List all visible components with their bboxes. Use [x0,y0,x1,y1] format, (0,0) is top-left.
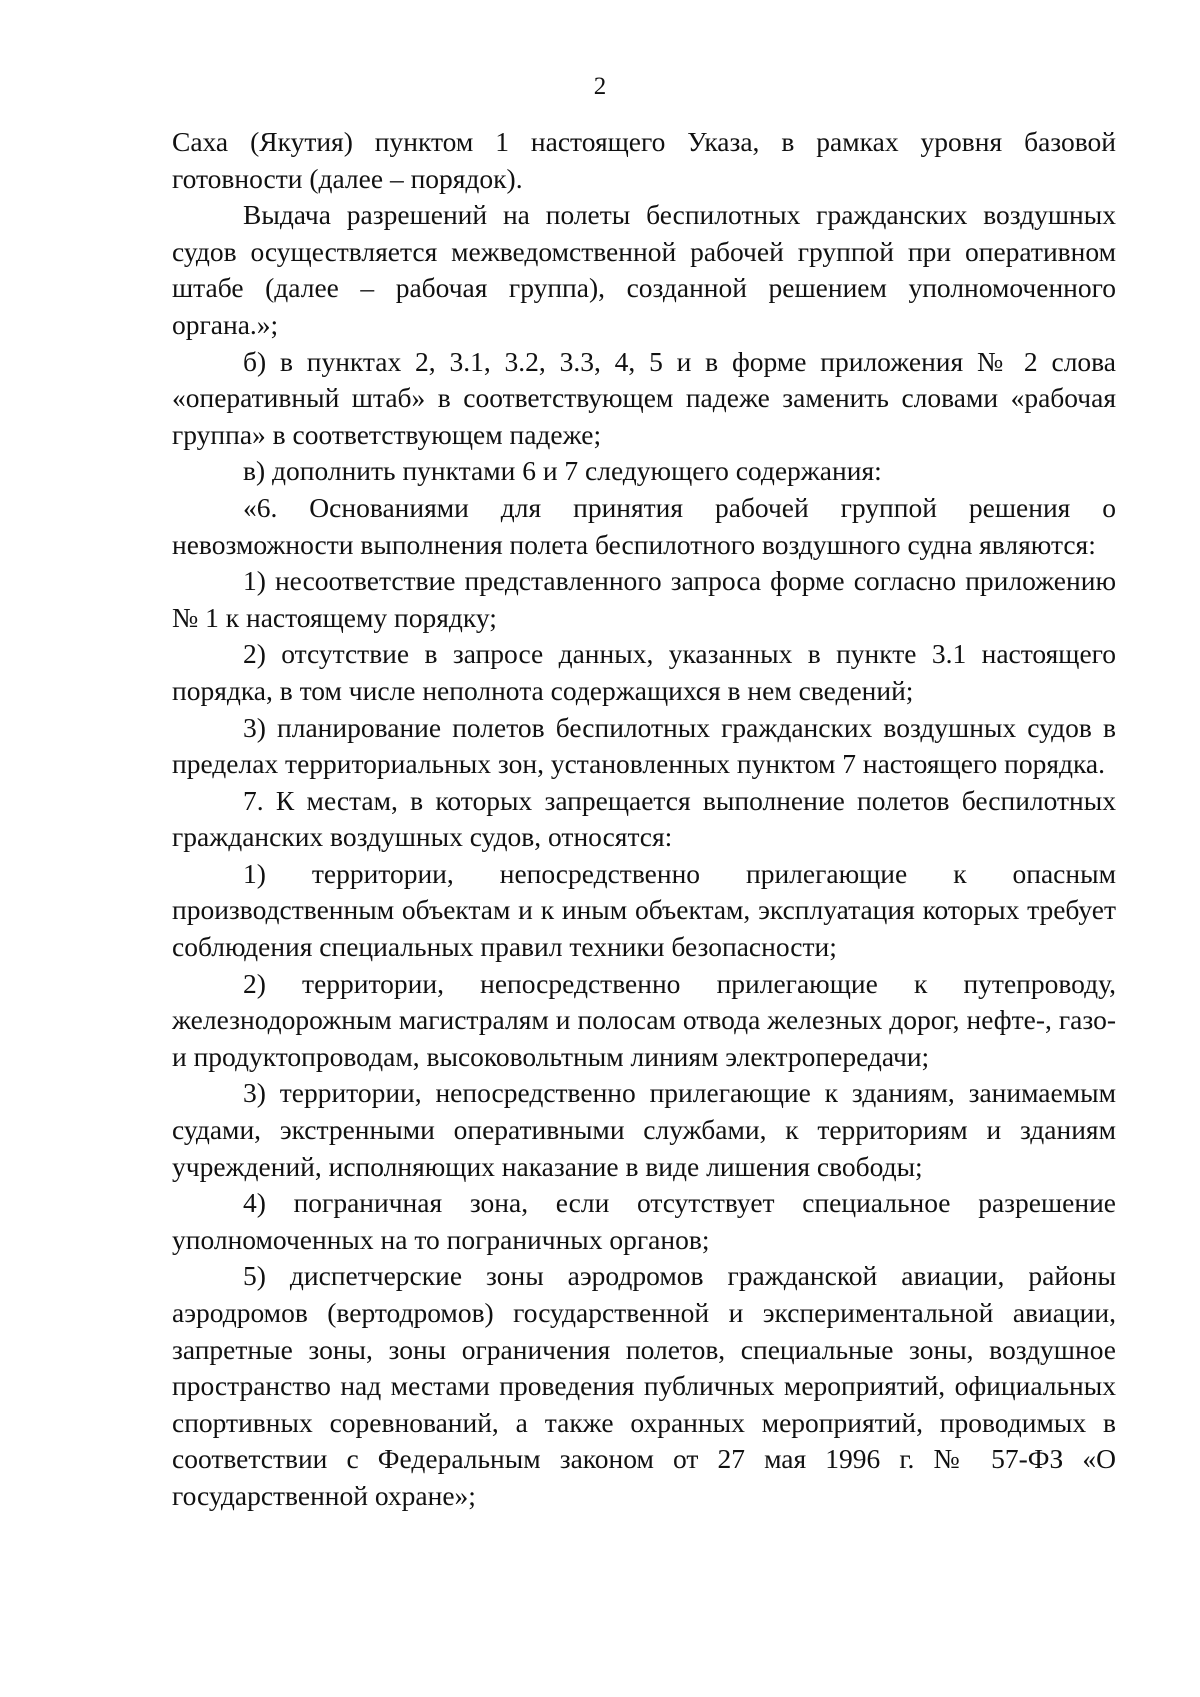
paragraph: в) дополнить пунктами 6 и 7 следующего содержания: [243,455,882,487]
list-item: 4) пограничная зона, если отсутствует специальное разрешение уполномоченных на то пограничных органов; [172,1187,1116,1255]
list-item: 2) отсутствие в запросе данных, указанных в пункте 3.1 настоящего порядка, в том числе неполнота содержащихся в нем сведений; [172,638,1116,706]
document-body [172,124,1116,1515]
page-number: 2 [593,73,607,100]
list-item: 5) диспетчерские зоны аэродромов гражданской авиации, районы аэродромов (вертодромов) государственной и экспериментальной авиации, запретные зоны, зоны ограничения полетов, специальные зоны, воздушное пространство над местами проведения публичных мероприятий, официальных спортивных соревнований, а также охранных мероприятий, проводимых в соответствии с Федеральным законом от 27 мая 1996 г. № 57-ФЗ «О государственной охране»; [172,1260,1116,1511]
list-item: 2) территории, непосредственно прилегающие к путепроводу, железнодорожным магистралям и полосам отвода железных дорог, нефте-, газо- и продуктопроводам, высоковольтным линиям электропередачи; [172,967,1116,1072]
paragraph: б) в пунктах 2, 3.1, 3.2, 3.3, 4, 5 и в форме приложения № 2 слова «оперативный штаб» в соответствующем падеже заменить словами «рабочая группа» в соответствующем падеже; [172,345,1116,450]
list-item: 3) территории, непосредственно прилегающие к зданиям, занимаемым судами, экстренными оперативными службами, к территориям и зданиям учреждений, исполняющих наказание в виде лишения свободы; [172,1077,1116,1182]
list-item: 1) территории, непосредственно прилегающие к опасным производственным объектам и к иным объектам, эксплуатация которых требует соблюдения специальных правил техники безопасности; [172,857,1116,963]
paragraph: Выдача разрешений на полеты беспилотных гражданских воздушных судов осуществляется межведомственной рабочей группой при оперативном штабе (далее – рабочая группа), созданной решением уполномоченного органа.»; [172,199,1116,340]
paragraph: 7. К местам, в которых запрещается выполнение полетов беспилотных гражданских воздушных судов, относятся: [172,784,1116,853]
list-item: 1) несоответствие представленного запроса форме согласно приложению № 1 к настоящему порядку; [172,565,1116,633]
paragraph: «6. Основаниями для принятия рабочей группой решения о невозможности выполнения полета беспилотного воздушного судна являются: [172,491,1116,560]
list-item: 3) планирование полетов беспилотных гражданских воздушных судов в пределах территориальных зон, установленных пунктом 7 настоящего порядка. [172,711,1116,780]
paragraph: Саха (Якутия) пунктом 1 настоящего Указа, в рамках уровня базовой готовности (далее – порядок). [172,126,1116,194]
